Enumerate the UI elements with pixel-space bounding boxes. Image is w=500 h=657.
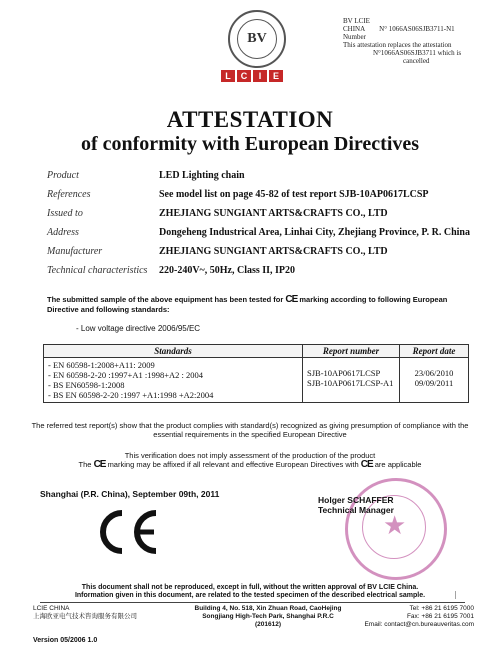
document-version: Version 05/2006 1.0 xyxy=(33,637,98,644)
footer-line: (201612) xyxy=(254,621,282,628)
issuer: BV LCIE xyxy=(343,17,370,25)
footer-line: Email: contact@cn.bureauveritas.com xyxy=(364,621,474,628)
ce-mark-inline: CE xyxy=(285,294,298,305)
table-row xyxy=(44,358,469,403)
note-line xyxy=(0,460,500,469)
page-subtitle: of conformity with European Directives xyxy=(80,133,420,155)
replaces-line: N°1066AS06SJB3711 which is xyxy=(373,49,462,57)
reproduction-notice xyxy=(0,584,500,600)
info-label: Technical characteristics xyxy=(47,265,148,276)
info-label: Address xyxy=(47,227,79,238)
compliance-note xyxy=(0,421,500,439)
footer-line: LCIE CHINA xyxy=(33,605,70,612)
ce-mark-inline: CE xyxy=(360,459,373,470)
notice-line: Information given in this document, are related to the tested specimen of the described electrical sample. xyxy=(74,592,426,599)
tested-statement xyxy=(47,295,467,315)
info-value: Dongeheng Industrical Area, Linhai City, Zhejiang Province, P. R. China xyxy=(159,227,470,238)
info-value: See model list on page 45-82 of test report SJB-10AP0617LCSP xyxy=(159,189,429,200)
standard-item: - BS EN60598-1:2008 xyxy=(48,380,125,390)
note-text: are applicable xyxy=(374,460,422,469)
standard-item: - BS EN 60598-2-20 :1997 +A1:1998 +A2:2004 xyxy=(48,390,214,400)
info-row-references xyxy=(47,189,470,208)
footer-contact xyxy=(362,605,474,629)
footer-line: Songjiang High-Tech Park, Shanghai P.R.C xyxy=(202,613,334,620)
table-header: Standards xyxy=(44,345,303,358)
info-row-address xyxy=(47,227,470,246)
footer-divider xyxy=(40,602,465,603)
statement-text: The submitted sample of the above equipment has been tested for xyxy=(47,295,284,304)
page-marker: | xyxy=(455,590,457,599)
lcie-letter: C xyxy=(237,70,251,82)
info-row-technical xyxy=(47,265,470,284)
table-header: Report date xyxy=(400,345,469,358)
info-value: 220-240V~, 50Hz, Class II, IP20 xyxy=(159,265,296,276)
replaces-line: cancelled xyxy=(403,57,430,65)
bureau-veritas-seal-logo xyxy=(228,10,286,68)
bv-seal-center: BV xyxy=(237,19,277,59)
verification-note xyxy=(0,451,500,469)
info-row-manufacturer xyxy=(47,246,470,265)
report-number: SJB-10AP0617LCSP-A1 xyxy=(307,378,394,388)
table-header: Report number xyxy=(303,345,400,358)
replaces-line: This attestation replaces the attestation xyxy=(343,41,452,49)
number-label: Number xyxy=(343,33,366,41)
note-text: The xyxy=(78,460,92,469)
standards-cell xyxy=(44,358,303,403)
report-number: SJB-10AP0617LCSP xyxy=(307,368,381,378)
info-label: Product xyxy=(47,170,79,181)
issuer-country: CHINA xyxy=(343,25,366,33)
signer-title: Technical Manager xyxy=(318,505,394,515)
report-date-cell xyxy=(400,358,469,403)
signer-name: Holger SCHAFFER xyxy=(318,495,394,505)
standard-item: - EN 60598-1:2008+A11: 2009 xyxy=(48,360,155,370)
statement-text: marking according to following European Directive and following standards: xyxy=(47,295,448,314)
footer-address xyxy=(183,605,353,629)
footer-line: 上海欧亚电气技术咨询服务有限公司 xyxy=(33,613,137,620)
lcie-letter: E xyxy=(269,70,283,82)
footer-line: Fax: +86 21 6195 7001 xyxy=(406,613,474,620)
report-number-cell xyxy=(303,358,400,403)
info-row-product xyxy=(47,170,470,189)
info-value: LED Lighting chain xyxy=(159,170,245,181)
attestation-number: N° 1066AS06SJB3711-N1 xyxy=(379,25,455,33)
info-value: ZHEJIANG SUNGIANT ARTS&CRAFTS CO., LTD xyxy=(159,208,388,219)
info-label: References xyxy=(47,189,91,200)
place-and-date: Shanghai (P.R. China), September 09th, 2011 xyxy=(40,489,220,499)
info-row-issued-to xyxy=(47,208,470,227)
footer-line: Tel: +86 21 6195 7000 xyxy=(409,605,474,612)
info-label: Issued to xyxy=(47,208,83,219)
info-value: ZHEJIANG SUNGIANT ARTS&CRAFTS CO., LTD xyxy=(159,246,388,257)
standards-table xyxy=(43,344,469,403)
company-stamp xyxy=(345,478,447,580)
note-text: marking may be affixed if all relevant and effective European Directives with xyxy=(107,460,359,469)
footer-line: Building 4, No. 518, Xin Zhuan Road, CaoHejing xyxy=(194,605,342,612)
stamp-star-icon: ★ xyxy=(383,511,407,540)
lcie-letter: L xyxy=(221,70,235,82)
notice-line: This document shall not be reproduced, except in full, without the written approval of BV LCIE China. xyxy=(81,584,419,591)
table-header-row xyxy=(44,345,469,358)
ce-mark-inline: CE xyxy=(93,459,106,470)
lcie-logo xyxy=(221,70,283,82)
standard-item: - EN 60598-2-20 :1997+A1 :1998+A2 : 2004 xyxy=(48,370,204,380)
report-date: 23/06/2010 xyxy=(414,368,454,378)
signatory xyxy=(318,495,394,515)
lcie-letter: I xyxy=(253,70,267,82)
note-line: This verification does not imply assessment of the production of the product xyxy=(124,451,376,460)
note-line: The referred test report(s) show that the product complies with standard(s) recognized as giving presumption of compliance with the xyxy=(31,421,469,430)
attestation-number-block xyxy=(343,17,461,65)
footer-company xyxy=(33,605,137,621)
product-info xyxy=(47,170,470,284)
note-line: essential requirements in the specified European Directive xyxy=(153,430,347,439)
directive-item: - Low voltage directive 2006/95/EC xyxy=(76,324,201,333)
report-date: 09/09/2011 xyxy=(414,378,454,388)
page-title: ATTESTATION xyxy=(166,107,334,132)
ce-mark-icon xyxy=(92,507,162,557)
info-label: Manufacturer xyxy=(47,246,103,257)
